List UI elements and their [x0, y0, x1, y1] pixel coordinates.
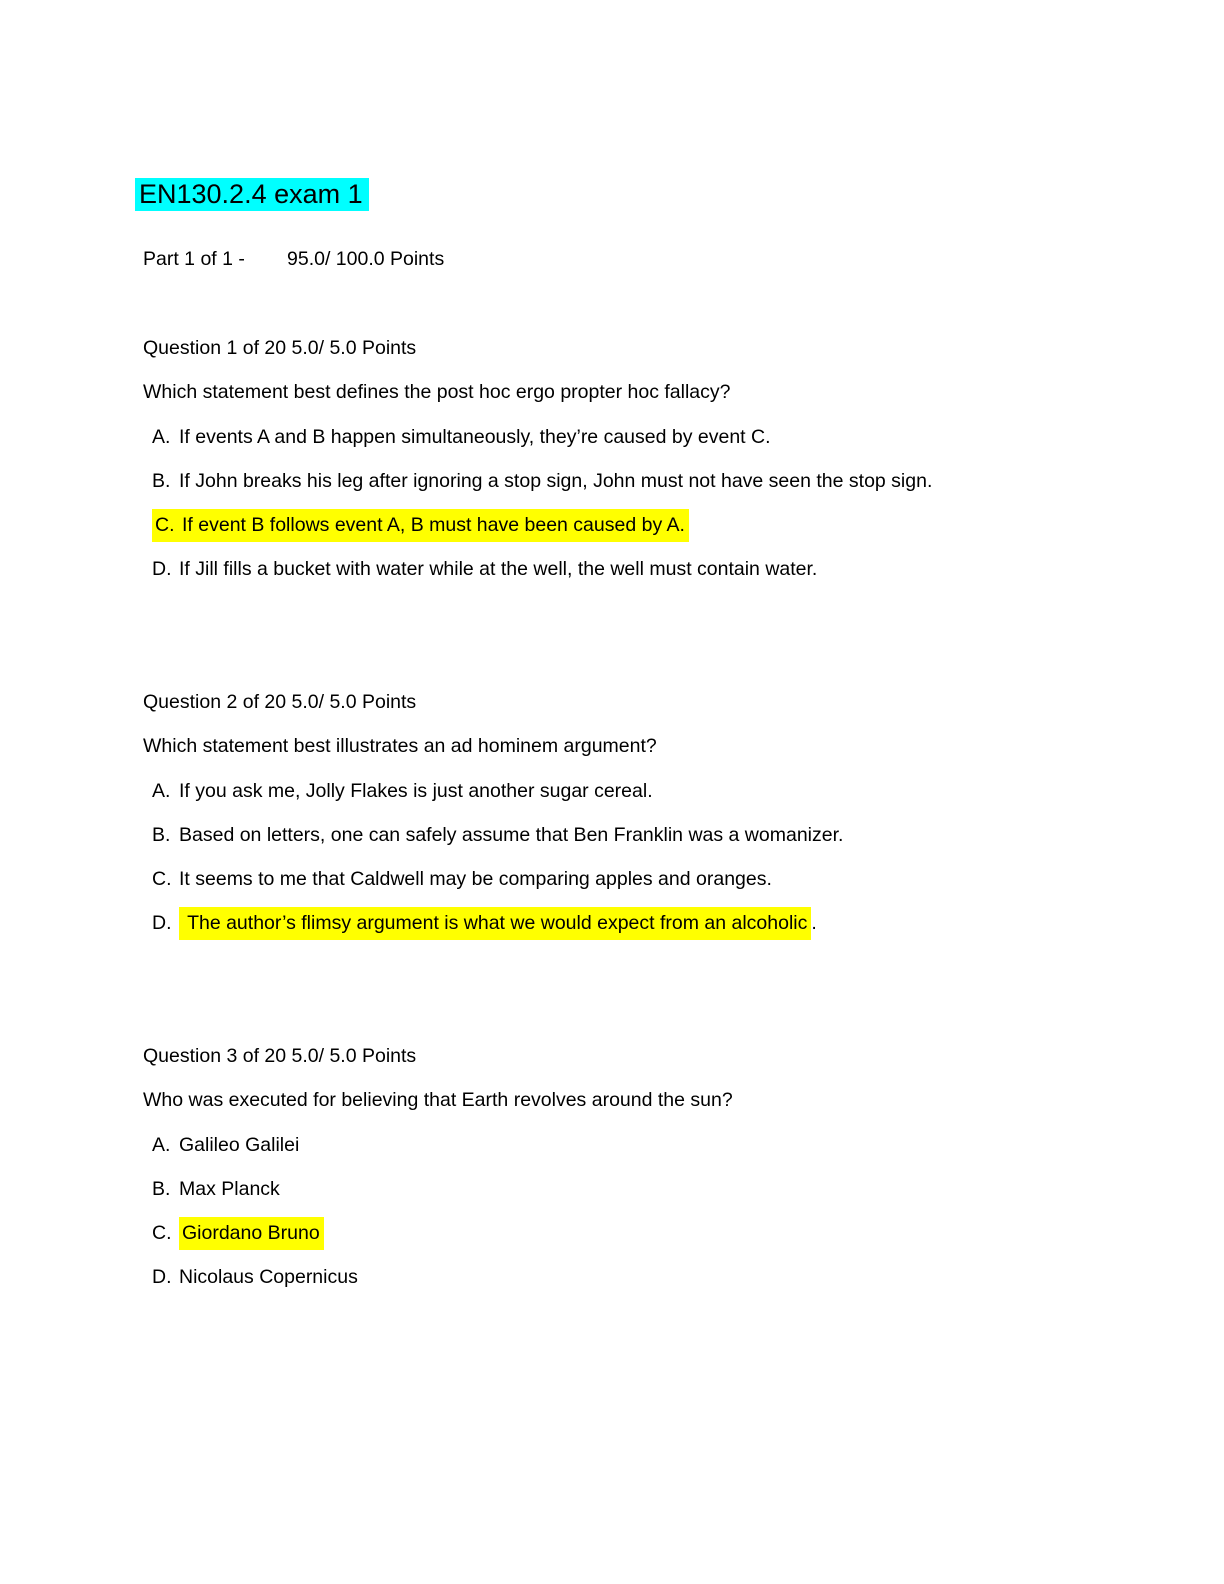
part-summary: [143, 248, 1103, 270]
document-page: [139, 177, 1103, 1310]
question-text: Who was executed for believing that Earth revolves around the sun?: [143, 1089, 733, 1111]
option-text: Based on letters, one can safely assume that Ben Franklin was a womanizer.: [179, 824, 844, 846]
option-text: If Jill fills a bucket with water while at the well, the well must contain water.: [179, 558, 818, 580]
part-label: Part 1 of 1 -: [143, 248, 245, 270]
answer-option: [143, 1178, 1103, 1200]
title-highlight: EN130.2.4 exam 1: [135, 178, 369, 211]
part-score: 95.0/ 100.0 Points: [287, 248, 445, 270]
option-letter: A.: [152, 1134, 171, 1156]
answer-option: [143, 824, 1103, 846]
option-letter: C.: [152, 1222, 172, 1244]
document-title: [135, 177, 1103, 212]
question-block-2: [143, 691, 1103, 934]
option-text: Giordano Bruno: [179, 1217, 324, 1250]
option-letter: C.: [152, 868, 172, 890]
option-letter: A.: [152, 780, 171, 802]
option-text: If event B follows event A, B must have been caused by A.: [182, 514, 685, 536]
option-suffix: .: [811, 912, 817, 934]
answer-option: [143, 426, 1103, 448]
option-letter: D.: [152, 912, 172, 934]
option-letter: A.: [152, 426, 171, 448]
question-heading: Question 3 of 20 5.0/ 5.0 Points: [143, 1045, 417, 1067]
answer-option: [143, 780, 1103, 802]
answer-option-correct: [143, 912, 1103, 934]
option-text: It seems to me that Caldwell may be comparing apples and oranges.: [179, 868, 772, 890]
question-block-1: [143, 337, 1103, 580]
option-letter: C.: [155, 514, 175, 536]
question-text: Which statement best illustrates an ad hominem argument?: [143, 735, 657, 757]
option-text: Max Planck: [179, 1178, 280, 1200]
option-letter: D.: [152, 558, 172, 580]
option-letter: B.: [152, 1178, 171, 1200]
question-block-3: [143, 1045, 1103, 1288]
option-text: Galileo Galilei: [179, 1134, 300, 1156]
option-text: If John breaks his leg after ignoring a stop sign, John must not have seen the stop sign.: [179, 470, 933, 492]
question-text: Which statement best defines the post hoc ergo propter hoc fallacy?: [143, 381, 731, 403]
answer-option: [143, 868, 1103, 890]
option-letter: B.: [152, 824, 171, 846]
option-text: The author’s flimsy argument is what we would expect from an alcoholic: [179, 907, 811, 940]
option-text: Nicolaus Copernicus: [179, 1266, 358, 1288]
answer-option: [143, 1266, 1103, 1288]
answer-option: [143, 1134, 1103, 1156]
option-text: If events A and B happen simultaneously, they’re caused by event C.: [179, 426, 771, 448]
question-heading: Question 2 of 20 5.0/ 5.0 Points: [143, 691, 417, 713]
option-text: If you ask me, Jolly Flakes is just another sugar cereal.: [179, 780, 653, 802]
answer-option: [143, 470, 1103, 492]
option-letter: B.: [152, 470, 171, 492]
question-heading: Question 1 of 20 5.0/ 5.0 Points: [143, 337, 417, 359]
option-letter: D.: [152, 1266, 172, 1288]
answer-option: [143, 558, 1103, 580]
answer-option-correct: [143, 514, 1103, 536]
answer-option-correct: [143, 1222, 1103, 1244]
